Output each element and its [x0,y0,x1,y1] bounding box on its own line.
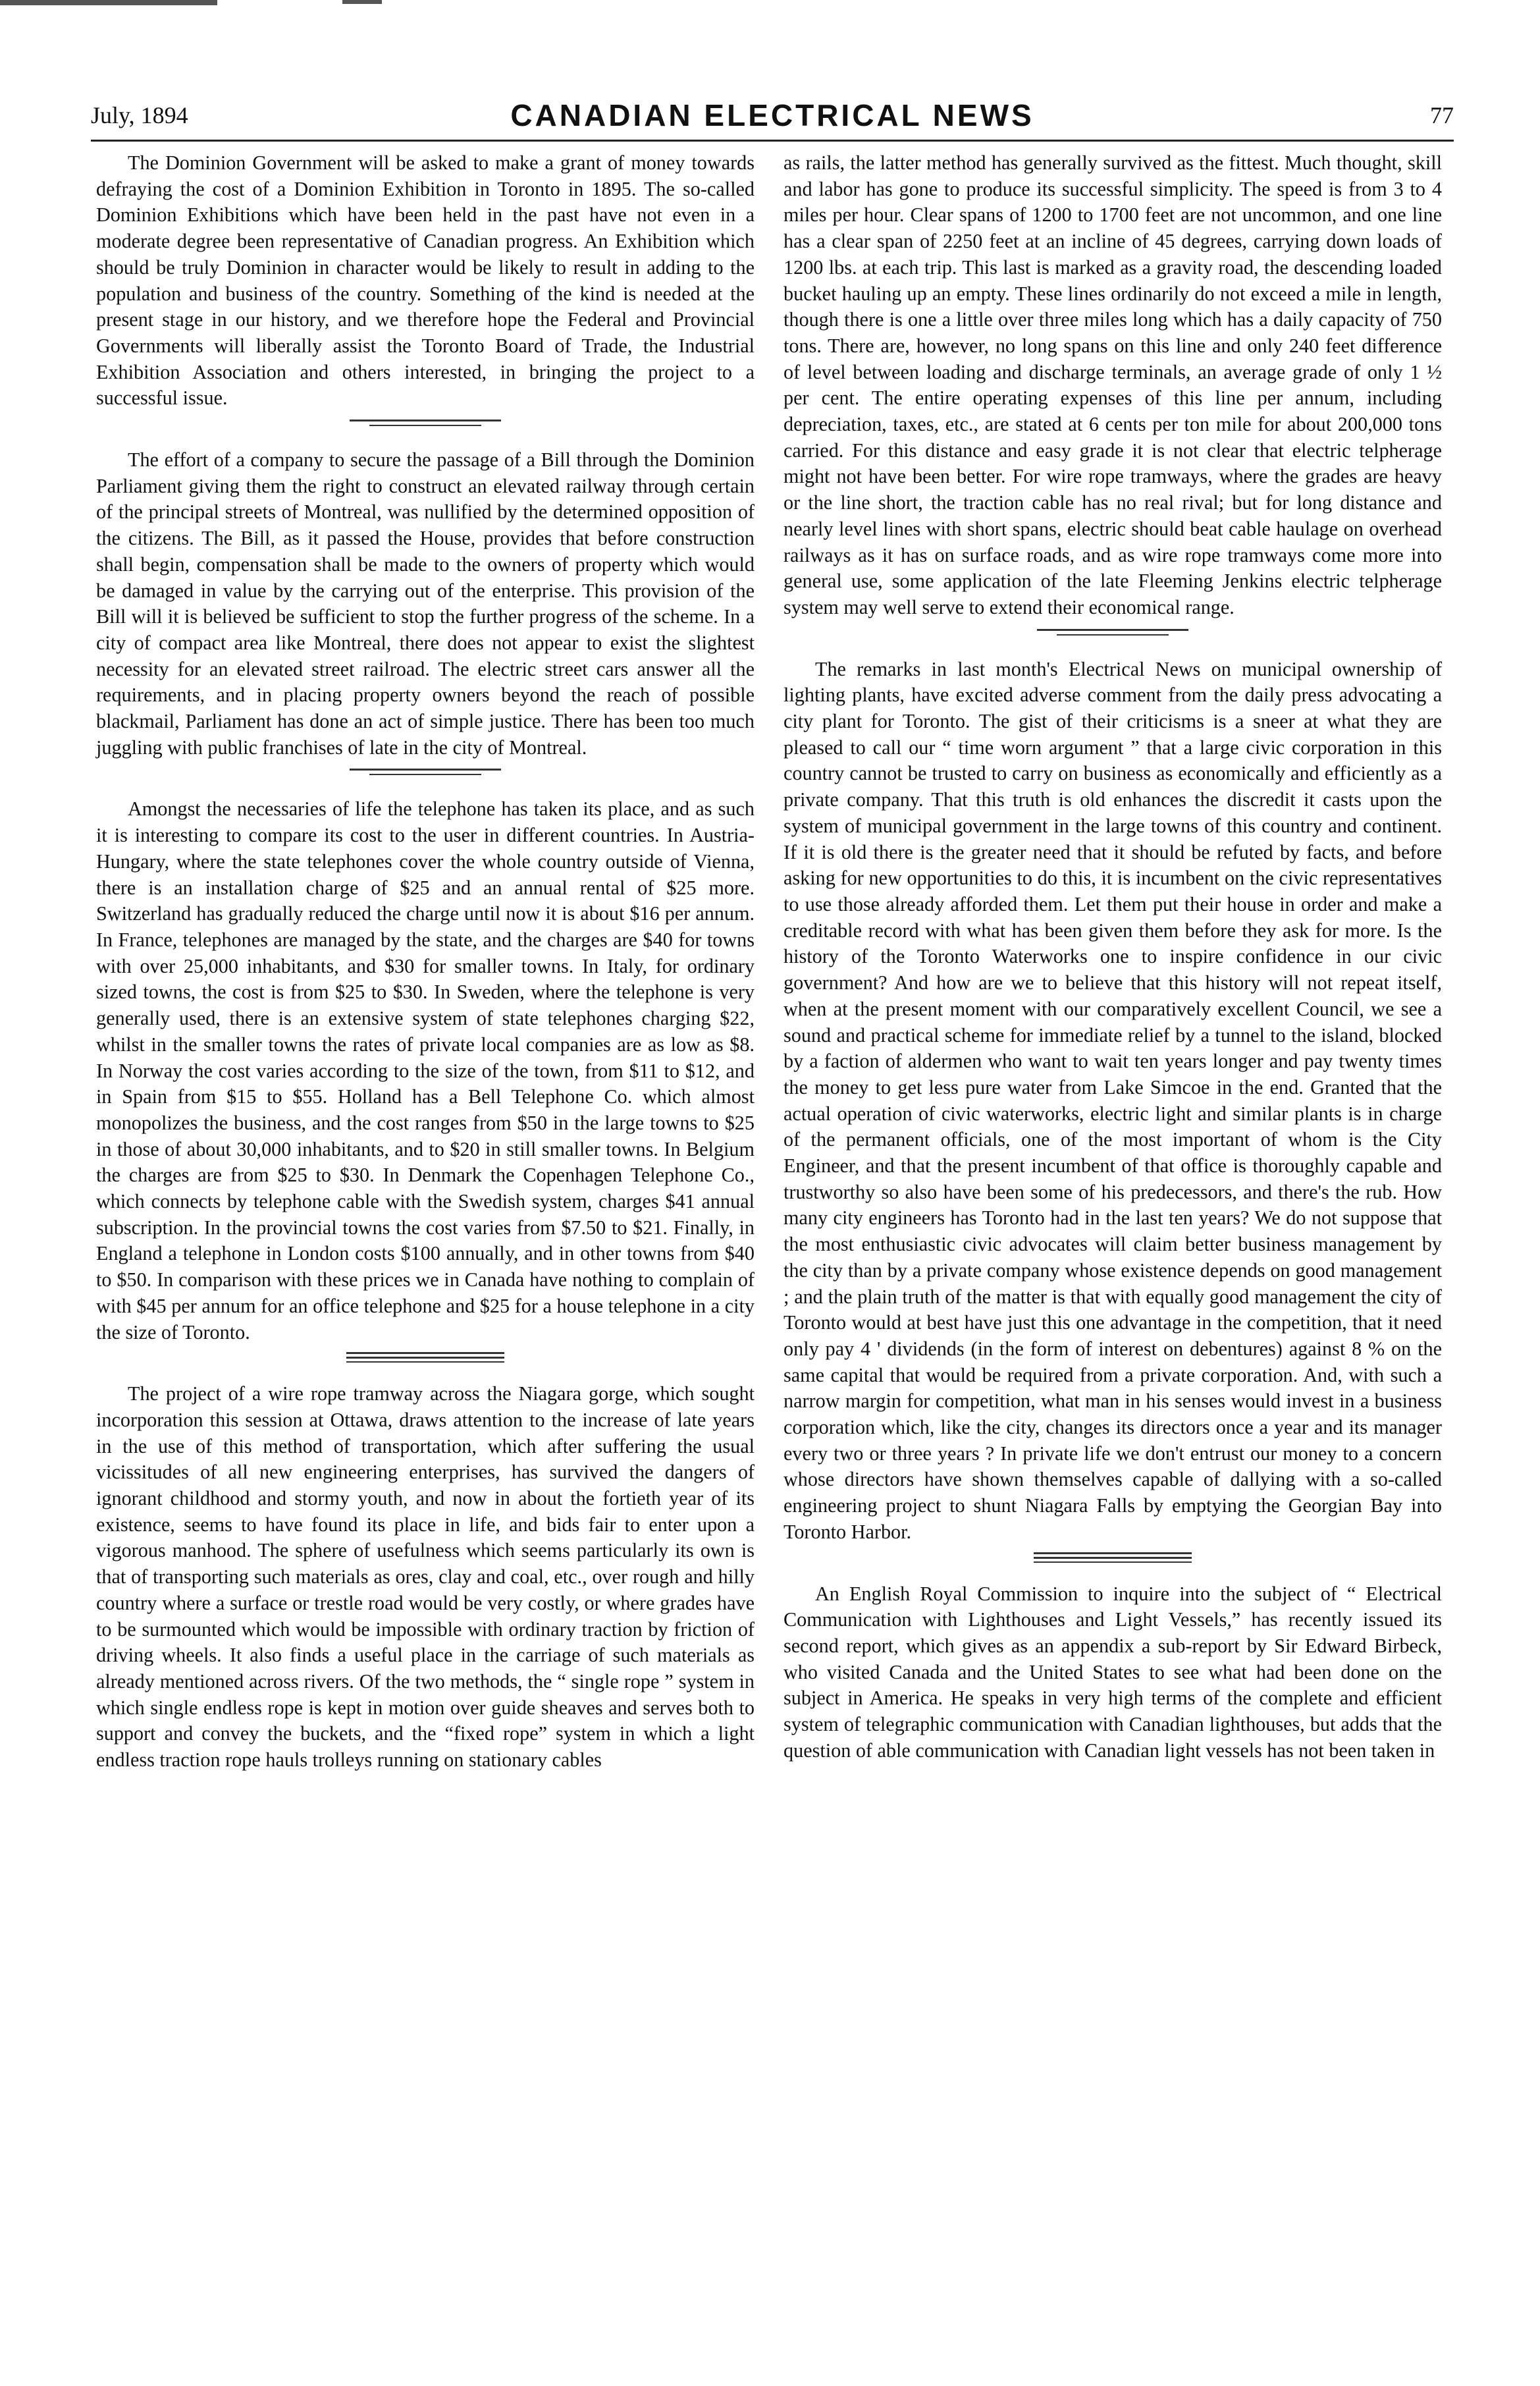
header-rule [91,140,1454,142]
right-column [783,150,1442,1764]
page-number: 77 [1430,102,1454,128]
scan-edge-mark [0,0,217,5]
paragraph-exhibition: The Dominion Government will be asked to make a grant of money towards defraying the cost of a Dominion Exhibition in Toronto in 1895. The so-called Dominion Exhibitions which have been held in the past have not even in a moderate degree been representative of Canadian progress. An Exhibition which should be truly Dominion in character would be likely to result in adding to the population and business of the country. Something of the kind is needed at the present stage in our history, and we therefore hope the Federal and Provincial Governments will liberally assist the Toronto Board of Trade, the Industrial Exhibition Association and others interested, in bringing the project to a successful issue. [96,151,755,410]
paragraph-telephone-costs: Amongst the necessaries of life the telephone has taken its place, and as such it is interesting to compare its cost to the user in different countries. In Austria-Hungary, where the state telephones cover the whole country outside of Vienna, there is an installation charge of $25 and an annual rental of $25 more. Switzerland has gradually reduced the charge until now it is about $16 per annum. In France, telephones are managed by the state, and the charges are $40 for towns with over 25,000 inhabitants, and $30 for smaller towns. In Italy, for ordinary sized towns, the cost is from $25 to $30. In Sweden, where the telephone is very generally used, there is an extensive system of state telephones charging $22, whilst in the smaller towns the rates of private local companies are as low as $8. In Norway the cost varies according to the size of the town, from $11 to $12, and in Spain from $15 to $55. Holland has a Bell Telephone Co. which almost monopolizes the business, and the cost ranges from $50 in the large towns to $25 in those of about 30,000 inhabitants, and to $20 in still smaller towns. In Belgium the charges are from $25 to $30. In Denmark the Copenhagen Telephone Co., which connects by telephone cable with the Swedish system, charges $41 annual subscription. In the provincial towns the cost varies from $7.50 to $21. Finally, in England a telephone in London costs $100 annually, and in other towns from $40 to $50. In comparison with these prices we in Canada have nothing to complain of with $45 per annum for an office telephone and $25 for a house telephone in a city the size of Toronto. [96,798,755,1343]
section-divider [96,761,755,787]
section-divider [96,1345,755,1372]
page-header [91,97,1454,137]
left-column [96,150,755,1774]
paragraph-wire-rope-tramway: The project of a wire rope tramway across the Niagara gorge, which sought incorporation this session at Ottawa, draws attention to the increase of late years in the use of this method of transportation, which after suffering the usual vicissitudes of all new engineering enterprises, has survived the dangers of ignorant childhood and stormy youth, and now in about the fortieth year of its existence, seems to have found its place in life, and bids fair to enter upon a vigorous manhood. The sphere of usefulness which seems particularly its own is that of transporting such materials as ores, clay and coal, etc., over rough and hilly country where a surface or trestle road would be very costly, or where grades have to be surmounted which would be impossible with ordinary traction by friction of driving wheels. It also finds a useful place in the carriage of such materials as already mentioned across rivers. Of the two methods, the “ single rope ” system in which single endless rope is kept in motion over guide sheaves and serves both to support and convey the buckets, and the “fixed rope” system in which a light endless traction rope hauls trolleys running on stationary cables [96,1382,755,1772]
scan-edge-mark [342,0,382,4]
paragraph-montreal-railway: The effort of a company to secure the passage of a Bill through the Dominion Parliament giving them the right to construct an elevated railway through certain of the principal streets of Montreal, was nullified by the determined opposition of the citizens. The Bill, as it passed the House, provides that before construction shall begin, compensation shall be made to the owners of property which would be damaged in value by the carrying out of the enterprise. This provision of the Bill will it is believed be sufficient to stop the further progress of the scheme. In a city of compact area like Montreal, there does not appear to exist the slightest necessity for an elevated street railroad. The electric street cars answer all the requirements, and in placing property owners beyond the reach of possible blackmail, Parliament has done an act of simple justice. There has been too much juggling with public franchises of late in the city of Montreal. [96,448,755,759]
masthead: CANADIAN ELECTRICAL NEWS [510,98,1034,132]
paragraph-tramway-continued: as rails, the latter method has generally survived as the fittest. Much thought, skill and labor has gone to produce its successful simplicity. The speed is from 3 to 4 miles per hour. Clear spans of 1200 to 1700 feet are not uncommon, and one line has a clear span of 2250 feet at an incline of 45 degrees, carrying down loads of 1200 lbs. at each trip. This last is marked as a gravity road, the descending loaded bucket hauling up an empty. These lines ordinarily do not exceed a mile in length, though there is one a little over three miles long which has a daily capacity of 750 tons. There are, however, no long spans on this line and only 240 feet difference of level between loading and discharge terminals, an average grade of only 1 ½ per cent. The entire operating expenses of this line per annum, including depreciation, taxes, etc., are stated at 6 cents per ton mile for about 200,000 tons carried. For this distance and easy grade it is not clear that electric telpherage might not have been better. For wire rope tramways, where the grades are heavy or the line short, the traction cable has no real rival; but for long distance and nearly level lines with short spans, electric should beat cable haulage on overhead railways as it has on surface roads, and as wire rope tramways come more into general use, some application of the late Fleeming Jenkins electric telpherage system may well serve to extend their economical range. [783,151,1442,618]
section-divider [783,1546,1442,1572]
section-divider [96,412,755,438]
section-divider [783,621,1442,647]
paragraph-municipal-ownership: The remarks in last month's Electrical News on municipal ownership of lighting plants, have excited adverse comment from the daily press advocating a city plant for Toronto. The gist of their criticisms is a sneer at what they are pleased to call our “ time worn argument ” that a large civic corporation in this country cannot be trusted to carry on business as economically and efficiently as a private company. That this truth is old enhances the discredit it casts upon the system of municipal government in the large towns of this country and continent. If it is old there is the greater need that it should be refuted by facts, and before asking for new opportunities to do this, it is incumbent on the civic representatives to use those already afforded them. Let them put their house in order and make a creditable record with what has been given them before they ask for more. Is the history of the Toronto Waterworks one to inspire confidence in our civic government? And how are we to believe that this history will not repeat itself, when at the present moment with our comparatively excellent Council, we see a sound and practical scheme for immediate relief by a tunnel to the island, blocked by a faction of aldermen who want to wait ten years longer and pay twenty times the money to get less pure water from Lake Simcoe in the end. Granted that the actual operation of civic waterworks, electric light and similar plants is in charge of the permanent officials, one of the most important of whom is the City Engineer, and that the present incumbent of that office is thoroughly capable and trustworthy so also have been some of his predecessors, and there's the rub. How many city engineers has Toronto had in the last ten years? We do not suppose that the most enthusiastic civic advocates will claim better business management by the city than by a private company whose existence depends on good management ; and the plain truth of the matter is that with equally good management the city of Toronto would at best have just this one advantage in the competition, that it need only pay 4 ' dividends (in the form of interest on debentures) against 8 % on the same capital that would be required from a private corporation. And, with such a narrow margin for competition, what man in his senses would invest in a business corporation which, like the city, changes its directors once a year and its manager every two or three years ? In private life we don't entrust our money to a concern whose directors have shown themselves capable of dallying with a so-called engineering project to shunt Niagara Falls by emptying the Georgian Bay into Toronto Harbor. [783,657,1442,1543]
issue-date: July, 1894 [91,102,188,128]
paragraph-royal-commission: An English Royal Commission to inquire into the subject of “ Electrical Communication with Lighthouses and Light Vessels,” has recently issued its second report, which gives as an appendix a sub-report by Sir Edward Birbeck, who visited Canada and the United States to see what had been done on the subject in America. He speaks in very high terms of the complete and efficient system of telegraphic communication with Canadian lighthouses, but adds that the question of able communication with Canadian light vessels has not been taken in [783,1582,1442,1762]
